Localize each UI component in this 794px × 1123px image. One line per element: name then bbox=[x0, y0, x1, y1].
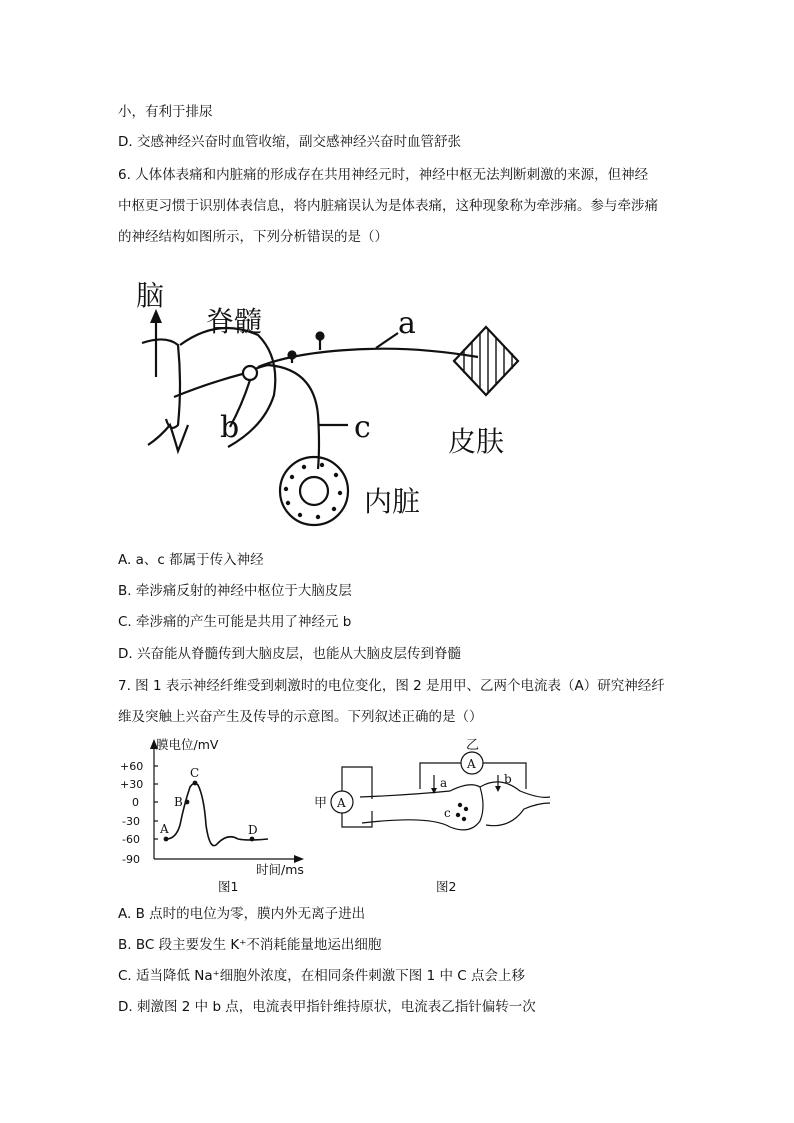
ytick: -60 bbox=[122, 833, 140, 846]
postsynaptic-bottom bbox=[486, 803, 550, 826]
point-A-label: A bbox=[160, 822, 169, 836]
question-6-line-1: 6. 人体体表痛和内脏痛的形成存在共用神经元时，神经中枢无法判断刺激的来源，但神经 bbox=[118, 167, 649, 183]
text-line: 小，有利于排尿 bbox=[118, 104, 213, 120]
question-6-line-2: 中枢更习惯于识别体表信息，将内脏痛误认为是体表痛，这种现象称为牵涉痛。参与牵涉痛 bbox=[118, 198, 658, 214]
fig1-ylabel: 膜电位/mV bbox=[156, 737, 219, 752]
point-C-marker bbox=[193, 781, 198, 786]
figure-1-potential-graph bbox=[118, 735, 318, 897]
fig2-caption: 图2 bbox=[436, 879, 457, 894]
point-D-marker bbox=[250, 837, 255, 842]
meter-jia-symbol: A bbox=[337, 796, 346, 810]
postsynaptic-top bbox=[480, 782, 550, 798]
label-a: a bbox=[398, 306, 416, 341]
label-viscera: 内脏 bbox=[364, 485, 421, 518]
label-point-c: c bbox=[444, 806, 451, 820]
label-c: c bbox=[354, 410, 371, 445]
label-spinal-cord: 脊髓 bbox=[206, 305, 263, 338]
neuron-b-soma bbox=[243, 366, 257, 380]
option-7D: D. 刺激图 2 中 b 点，电流表甲指针维持原状，电流表乙指针偏转一次 bbox=[118, 999, 536, 1015]
point-C-label: C bbox=[190, 766, 200, 780]
meter-yi-symbol: A bbox=[467, 757, 476, 771]
ytick: +30 bbox=[120, 778, 144, 791]
label-point-b: b bbox=[504, 772, 512, 786]
option-6D: D. 兴奋能从脊髓传到大脑皮层，也能从大脑皮层传到脊髓 bbox=[118, 646, 461, 662]
ytick: +60 bbox=[120, 760, 144, 773]
option-6A: A. a、c 都属于传入神经 bbox=[118, 552, 264, 568]
question-7-line-2: 维及突触上兴奋产生及传导的示意图。下列叙述正确的是（） bbox=[118, 709, 483, 725]
ytick: -90 bbox=[122, 853, 140, 866]
viscera-inner-ring bbox=[300, 477, 328, 505]
label-skin: 皮肤 bbox=[448, 425, 505, 458]
point-A-marker bbox=[164, 837, 169, 842]
spinal-cord-bottom bbox=[148, 425, 188, 451]
nerve-fiber bbox=[360, 785, 483, 830]
question-7-line-1: 7. 图 1 表示神经纤维受到刺激时的电位变化，图 2 是用甲、乙两个电流表（A）研究神经纤 bbox=[118, 678, 665, 694]
question-6-line-3: 的神经结构如图所示，下列分析错误的是（） bbox=[118, 229, 388, 245]
ytick: -30 bbox=[122, 815, 140, 828]
option-6B: B. 牵涉痛反射的神经中枢位于大脑皮层 bbox=[118, 583, 352, 599]
option-7B: B. BC 段主要发生 K⁺不消耗能量地运出细胞 bbox=[118, 937, 382, 953]
nerve-structure-figure bbox=[118, 265, 538, 535]
option-6C: C. 牵涉痛的产生可能是共用了神经元 b bbox=[118, 614, 352, 630]
label-jia: 甲 bbox=[314, 796, 328, 811]
fig1-xlabel: 时间/ms bbox=[256, 862, 304, 877]
figure-2-electrode-setup bbox=[310, 735, 560, 897]
vesicles-c bbox=[456, 803, 468, 821]
label-brain: 脑 bbox=[136, 279, 165, 312]
label-b: b bbox=[220, 410, 240, 445]
point-D-label: D bbox=[248, 823, 258, 837]
spinal-cord-left bbox=[142, 339, 180, 427]
option-7A: A. B 点时的电位为零，膜内外无离子进出 bbox=[118, 906, 366, 922]
option-5D: D. 交感神经兴奋时血管收缩，副交感神经兴奋时血管舒张 bbox=[118, 134, 461, 150]
fig1-caption: 图1 bbox=[218, 879, 239, 894]
ytick: 0 bbox=[132, 796, 139, 809]
label-yi: 乙 bbox=[466, 738, 480, 753]
point-B-label: B bbox=[174, 795, 183, 809]
point-B-marker bbox=[185, 800, 190, 805]
option-7C: C. 适当降低 Na⁺细胞外浓度，在相同条件刺激下图 1 中 C 点会上移 bbox=[118, 968, 525, 984]
label-point-a: a bbox=[440, 776, 448, 790]
